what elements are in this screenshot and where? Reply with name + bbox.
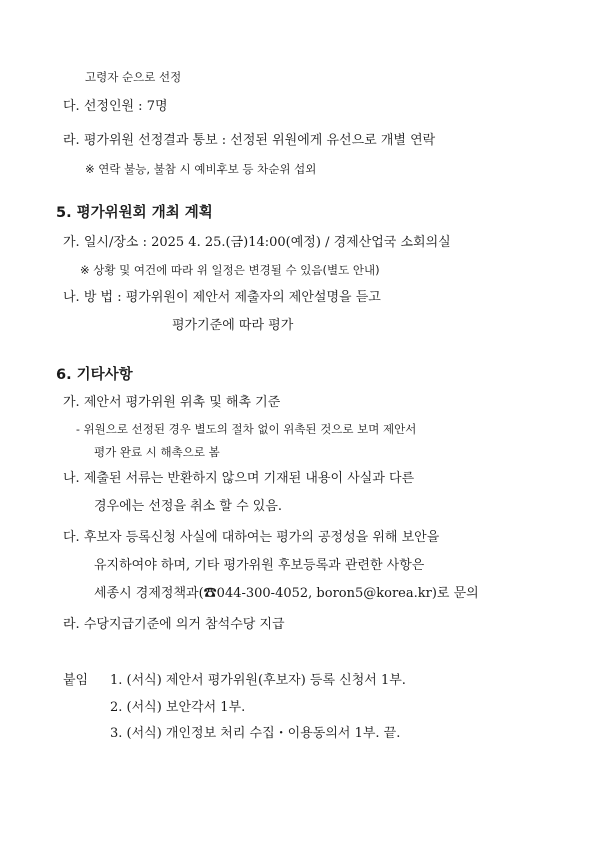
security-notice-1: 다. 후보자 등록신청 사실에 대하여는 평가의 공정성을 위해 보안을 [63, 530, 440, 545]
attachment-item-2: 2. (서식) 보안각서 1부. [110, 700, 246, 715]
meeting-method-line1: 나. 방 법 : 평가위원이 제안서 제출자의 제안설명을 듣고 [63, 290, 381, 305]
attachment-item-3: 3. (서식) 개인정보 처리 수집・이용동의서 1부. 끝. [110, 726, 401, 741]
documents-not-returned-2: 경우에는 선정을 취소 할 수 있음. [94, 499, 283, 514]
allowance-criteria: 라. 수당지급기준에 의거 참석수당 지급 [63, 617, 285, 632]
selection-criteria-continuation: 고령자 순으로 선정 [85, 70, 182, 84]
attachment-item-1: 1. (서식) 제안서 평가위원(후보자) 등록 신청서 1부. [110, 673, 406, 688]
appointment-criteria-detail-1: - 위원으로 선정된 경우 별도의 절차 없이 위촉된 것으로 보며 제안서 [76, 422, 417, 436]
security-notice-2: 유지하여야 하며, 기타 평가위원 후보등록과 관련한 사항은 [94, 558, 425, 573]
schedule-change-note: ※ 상황 및 여건에 따라 위 일정은 변경될 수 있음(별도 안내) [80, 263, 380, 277]
attachments-label: 붙임 [63, 673, 89, 688]
item-selection-count: 다. 선정인원 : 7명 [63, 99, 168, 114]
section-5-heading: 5. 평가위원회 개최 계획 [56, 205, 213, 221]
item-result-notification: 라. 평가위원 선정결과 통보 : 선정된 위원에게 유선으로 개별 연락 [63, 133, 436, 148]
section-6-heading: 6. 기타사항 [56, 367, 133, 383]
documents-not-returned-1: 나. 제출된 서류는 반환하지 않으며 기재된 내용이 사실과 다른 [63, 471, 415, 486]
appointment-criteria-detail-2: 평가 완료 시 해촉으로 봄 [94, 445, 220, 459]
meeting-method-line2: 평가기준에 따라 평가 [172, 318, 294, 333]
notification-note: ※ 연락 불능, 불참 시 예비후보 등 차순위 섭외 [85, 162, 317, 176]
meeting-datetime-place: 가. 일시/장소 : 2025 4. 25.(금)14:00(예정) / 경제산업국 소회의실 [63, 235, 451, 250]
appointment-criteria: 가. 제안서 평가위원 위촉 및 해촉 기준 [63, 395, 281, 410]
contact-info: 세종시 경제정책과(☎044-300-4052, boron5@korea.kr)로 문의 [94, 586, 479, 601]
